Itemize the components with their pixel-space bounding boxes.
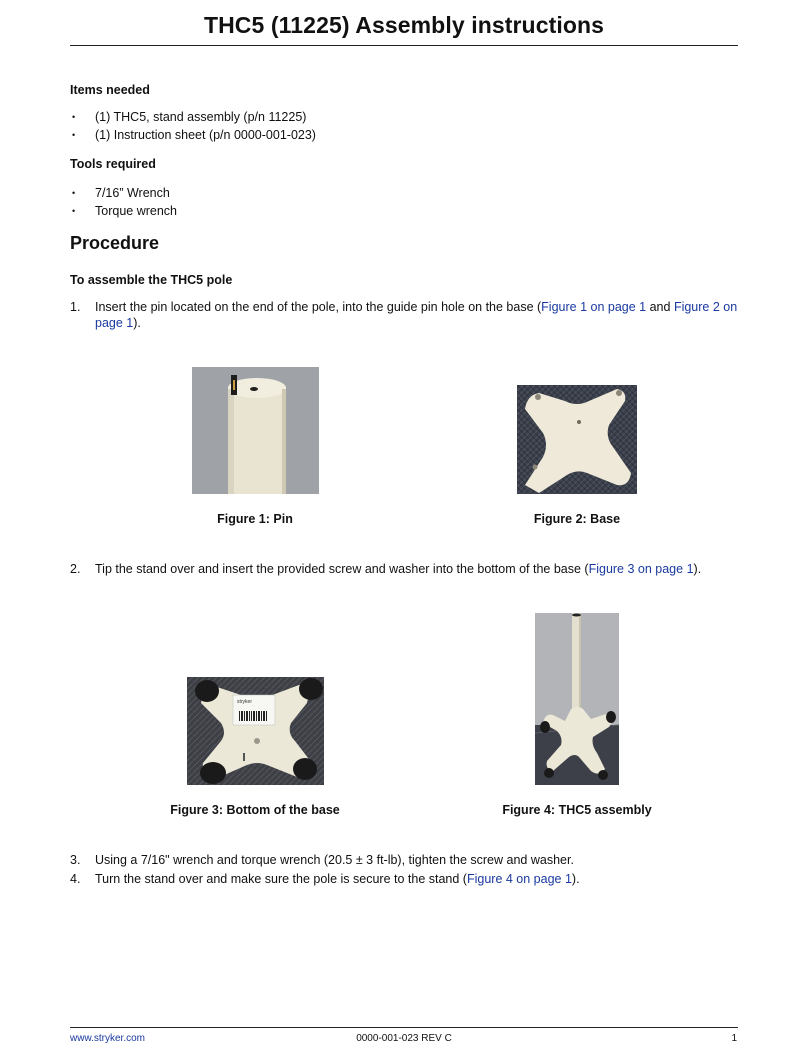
- list-item: • Torque wrench: [72, 204, 177, 218]
- figure-2-caption: Figure 2: Base: [533, 512, 621, 526]
- step-2: [70, 561, 738, 577]
- bullet-icon: •: [72, 130, 76, 140]
- items-needed-heading: Items needed: [70, 83, 150, 97]
- figure-1-image: [192, 367, 319, 494]
- figure-3-caption: Figure 3: Bottom of the base: [170, 803, 340, 817]
- step-number: 2.: [70, 562, 81, 576]
- list-item: • 7/16” Wrench: [72, 186, 170, 200]
- tools-required-heading: Tools required: [70, 157, 156, 171]
- figure-1-link[interactable]: Figure 1 on page 1: [541, 300, 647, 314]
- step-text: Insert the pin located on the end of the pole, into the guide pin hole on the base (Figure 1 on page 1 and Figure 2 on page 1).: [95, 300, 738, 330]
- footer-doc-number: 0000-001-023 REV C: [356, 1033, 452, 1044]
- step-3: [70, 852, 738, 868]
- step-text: Tip the stand over and insert the provided screw and washer into the bottom of the base (Figure 3 on page 1).: [95, 562, 702, 576]
- title-rule: [70, 45, 738, 46]
- figure-4-link[interactable]: Figure 4 on page 1: [466, 872, 572, 886]
- list-item: • (1) Instruction sheet (p/n 0000-001-023): [72, 128, 316, 142]
- step-number: 1.: [70, 300, 81, 314]
- footer-website-link[interactable]: www.stryker.com: [70, 1033, 146, 1044]
- footer-page-number: 1: [731, 1033, 737, 1044]
- bullet-icon: •: [72, 188, 76, 198]
- step-number: 4.: [70, 872, 81, 886]
- figure-3-link[interactable]: Figure 3 on page 1: [588, 562, 694, 576]
- items-needed-list: [70, 108, 316, 144]
- bullet-icon: •: [72, 206, 76, 216]
- step-text: Turn the stand over and make sure the pole is secure to the stand (Figure 4 on page 1).: [95, 872, 580, 886]
- bullet-icon: •: [72, 112, 76, 122]
- footer-rule: [70, 1027, 738, 1028]
- step-number: 3.: [70, 853, 81, 867]
- procedure-heading: Procedure: [70, 233, 160, 253]
- figure-1-caption: Figure 1: Pin: [217, 512, 293, 526]
- step-text: Using a 7/16" wrench and torque wrench (20.5 ± 3 ft-lb), tighten the screw and washer.: [95, 853, 574, 867]
- figure-4-image: [535, 613, 619, 785]
- procedure-subheading: To assemble the THC5 pole: [70, 273, 233, 287]
- figure-2-link[interactable]: Figure 2 on page 1: [95, 300, 738, 330]
- step-4: [70, 871, 738, 887]
- figure-4-caption: Figure 4: THC5 assembly: [502, 803, 652, 817]
- figure-3-image: [187, 677, 324, 785]
- label-brand-text: stryker: [237, 699, 252, 705]
- step-1: [70, 299, 738, 331]
- list-item: • (1) THC5, stand assembly (p/n 11225): [72, 110, 307, 124]
- page-title: THC5 (11225) Assembly instructions: [203, 12, 605, 38]
- figure-2-image: [517, 385, 637, 494]
- tools-required-list: [70, 184, 177, 220]
